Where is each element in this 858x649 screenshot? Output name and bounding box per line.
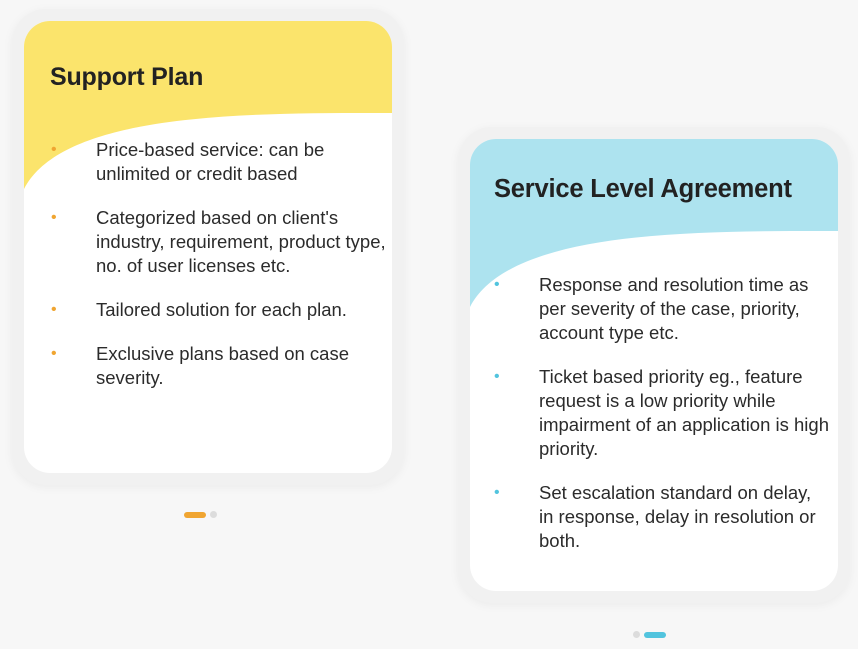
- bullet-icon: •: [51, 301, 57, 318]
- pager-dot[interactable]: [210, 511, 217, 518]
- list-item: [494, 273, 829, 345]
- list-item-text: Ticket based priority eg., feature request is a low priority while impairment of an application is high priority.: [539, 366, 829, 459]
- list-item-text: Categorized based on client's industry, requirement, product type, no. of user licenses etc.: [96, 207, 386, 276]
- support-plan-card: [12, 9, 404, 485]
- sla-card-inner: [470, 139, 838, 591]
- sla-title: Service Level Agreement: [494, 175, 792, 203]
- bullet-icon: •: [494, 276, 500, 293]
- support-plan-points-list: [51, 138, 386, 410]
- list-item: [51, 138, 386, 186]
- support-plan-title: Support Plan: [50, 63, 204, 91]
- bullet-icon: •: [494, 368, 500, 385]
- sla-points-list: [494, 273, 829, 573]
- sla-card: [458, 127, 850, 603]
- bullet-icon: •: [51, 345, 57, 362]
- list-item: [51, 298, 386, 322]
- pager-dot[interactable]: [633, 631, 640, 638]
- list-item: [51, 206, 386, 278]
- list-item: [51, 342, 386, 390]
- sla-pager[interactable]: [633, 631, 666, 638]
- list-item-text: Response and resolution time as per severity of the case, priority, account type etc.: [539, 274, 809, 343]
- list-item-text: Set escalation standard on delay, in response, delay in resolution or both.: [539, 482, 816, 551]
- support-plan-card-inner: [24, 21, 392, 473]
- list-item-text: Tailored solution for each plan.: [96, 299, 347, 320]
- support-plan-pager[interactable]: [184, 511, 217, 518]
- pager-dot-active[interactable]: [644, 632, 666, 638]
- bullet-icon: •: [51, 141, 57, 158]
- pager-dot-active[interactable]: [184, 512, 206, 518]
- bullet-icon: •: [494, 484, 500, 501]
- list-item-text: Exclusive plans based on case severity.: [96, 343, 349, 388]
- list-item-text: Price-based service: can be unlimited or credit based: [96, 139, 325, 184]
- list-item: [494, 365, 829, 461]
- list-item: [494, 481, 829, 553]
- bullet-icon: •: [51, 209, 57, 226]
